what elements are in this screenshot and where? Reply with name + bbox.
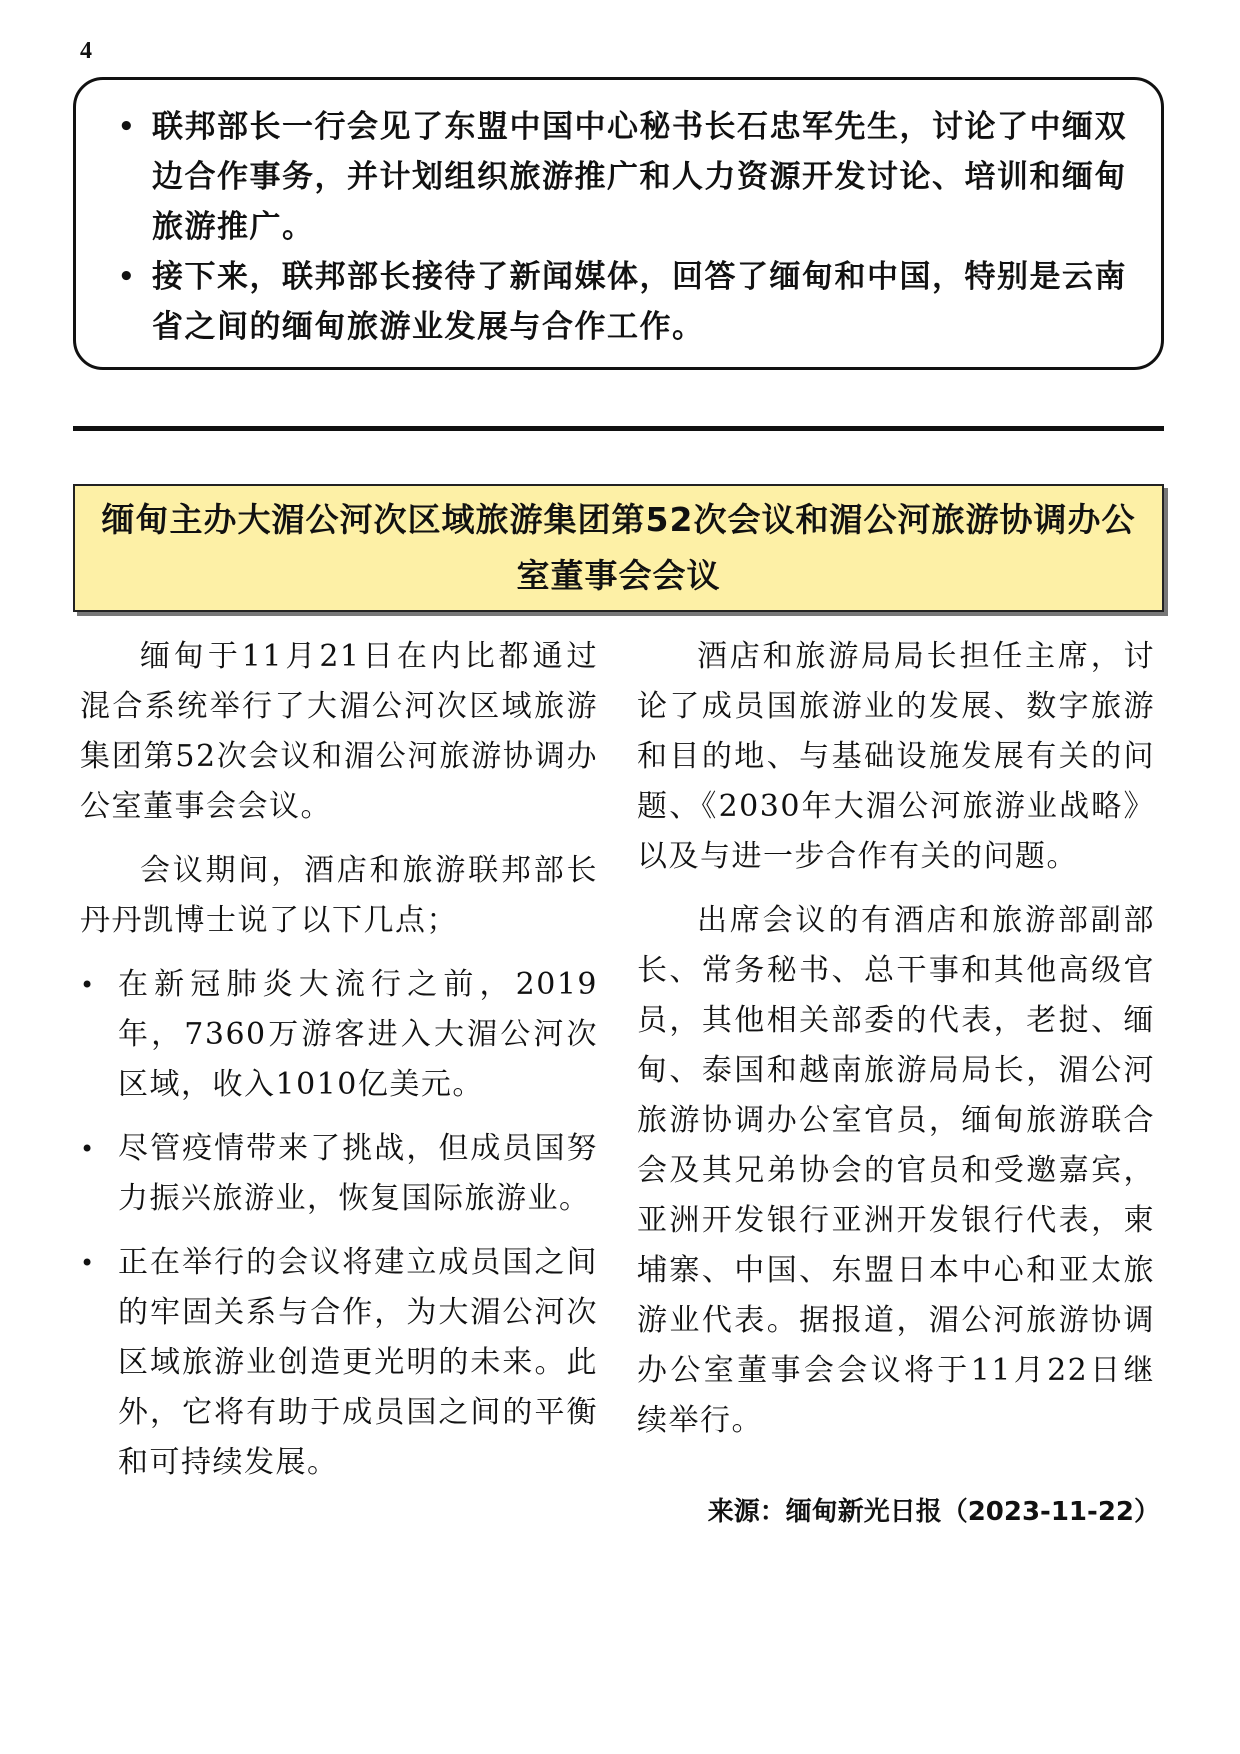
article-column-left [80, 632, 598, 1502]
article-bullet: • 正在举行的会议将建立成员国之间的牢固关系与合作，为大湄公河次区域旅游业创造更光明的未来。此外，它将有助于成员国之间的平衡和可持续发展。 [80, 1238, 598, 1488]
article-source: 来源：缅甸新光日报（2023-11-22） [707, 1497, 1160, 1527]
article-paragraph: 出席会议的有酒店和旅游部副部长、常务秘书、总干事和其他高级官员，其他相关部委的代表，老挝、缅甸、泰国和越南旅游局局长，湄公河旅游协调办公室官员，缅甸旅游联合会及其兄弟协会的官员和受邀嘉宾，亚洲开发银行亚洲开发银行代表，柬埔寨、中国、东盟日本中心和亚太旅游业代表。据报道，湄公河旅游协调办公室董事会会议将于11月22日继续举行。 [637, 903, 1155, 1438]
section-divider [73, 426, 1164, 431]
summary-bullet: • 联邦部长一行会见了东盟中国中心秘书长石忠军先生，讨论了中缅双边合作事务，并计划组织旅游推广和人力资源开发讨论、培训和缅甸旅游推广。 [118, 102, 1131, 252]
article-paragraph: 缅甸于11月21日在内比都通过混合系统举行了大湄公河次区域旅游集团第52次会议和湄公河旅游协调办公室董事会会议。 [80, 639, 598, 824]
article-column-right [637, 632, 1155, 1460]
article-paragraph: 酒店和旅游局局长担任主席，讨论了成员国旅游业的发展、数字旅游和目的地、与基础设施发展有关的问题、《2030年大湄公河旅游业战略》以及与进一步合作有关的问题。 [637, 639, 1155, 874]
article-headline: 缅甸主办大湄公河次区域旅游集团第52次会议和湄公河旅游协调办公室董事会会议 [101, 500, 1136, 595]
summary-bullet-list [118, 102, 1131, 352]
headline-box [73, 484, 1164, 612]
article-bullet-list [80, 960, 598, 1488]
article-bullet: • 尽管疫情带来了挑战，但成员国努力振兴旅游业，恢复国际旅游业。 [80, 1124, 598, 1224]
article-paragraph: 会议期间，酒店和旅游联邦部长丹丹凯博士说了以下几点； [80, 853, 598, 938]
summary-box [73, 77, 1164, 370]
article-bullet: • 在新冠肺炎大流行之前，2019年，7360万游客进入大湄公河次区域，收入1010亿美元。 [80, 960, 598, 1110]
summary-bullet: • 接下来，联邦部长接待了新闻媒体，回答了缅甸和中国，特别是云南省之间的缅甸旅游业发展与合作工作。 [118, 252, 1131, 352]
page-number: 4 [80, 38, 92, 64]
